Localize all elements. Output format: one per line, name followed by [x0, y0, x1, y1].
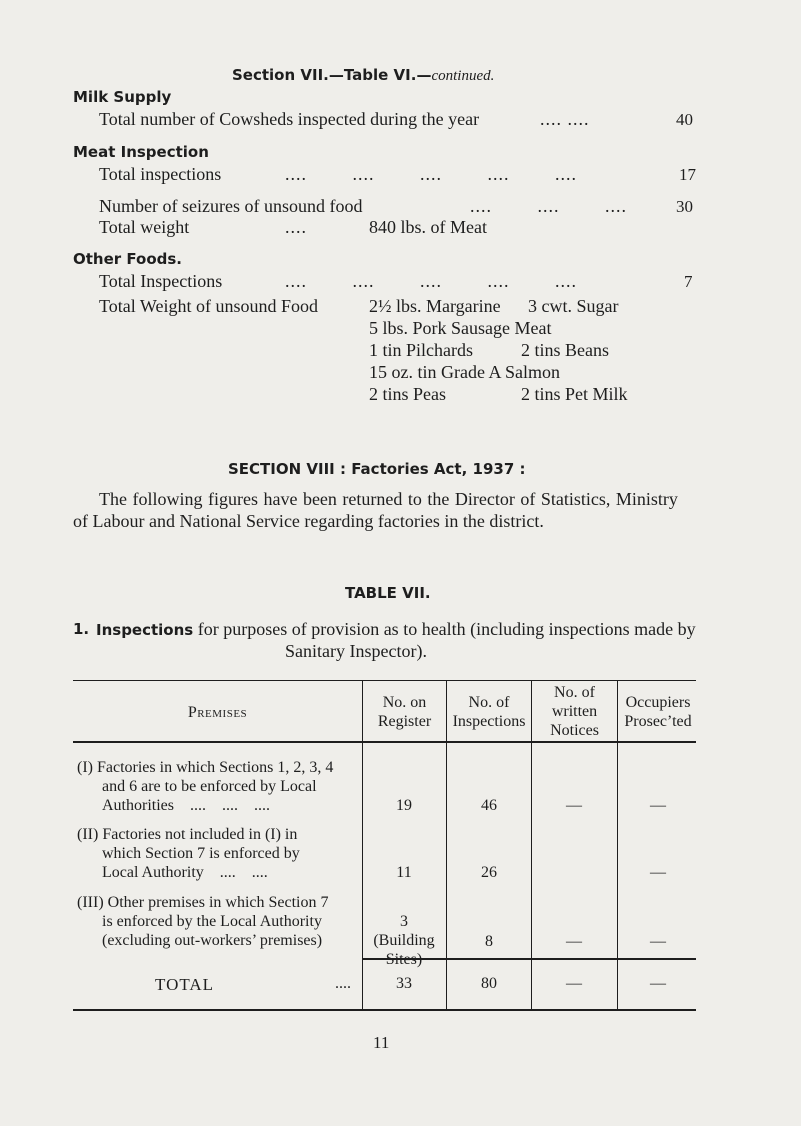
column-header-inspections — [447, 693, 531, 731]
cell-register: 11 — [396, 864, 412, 881]
header-line: Occupiers — [625, 694, 691, 711]
table-header-rule — [73, 741, 696, 743]
section-viii-heading: SECTION VIII : Factories Act, 1937 : — [228, 460, 526, 478]
cell-notices: — — [566, 933, 582, 950]
section-title — [232, 66, 494, 85]
cell-line: (Building — [373, 932, 435, 949]
cell-occupiers: — — [650, 797, 666, 814]
milk-supply-heading: Milk Supply — [73, 88, 172, 106]
item-text-line1: for purposes of provision as to health (including inspections made by — [197, 619, 696, 639]
header-line: Register — [377, 713, 432, 730]
other-total-inspections-dots: .... .... .... .... .... — [285, 271, 577, 291]
row-line: (excluding out-workers’ premises) — [102, 932, 323, 949]
food-item-right: 2 tins Pet Milk — [521, 384, 628, 404]
other-unsound-label: Total Weight of unsound Food — [99, 296, 318, 316]
column-header-premises: Premises — [187, 704, 248, 721]
column-header-notices — [532, 683, 617, 740]
table-row-label — [77, 758, 333, 815]
section-title-main: Section VII.—Table VI.— — [232, 66, 432, 84]
row-line: Local Authority .... .... — [102, 864, 268, 881]
total-notices: — — [566, 975, 582, 992]
row-line: (I) Factories in which Sections 1, 2, 3, 4 — [77, 759, 334, 776]
section-viii-paragraph-line1: The following figures have been returned to the Director of Statistics, Ministry — [99, 489, 678, 509]
column-header-occupiers — [618, 693, 698, 731]
milk-supply-dots: .... .... — [540, 109, 590, 129]
table-top-rule — [73, 680, 696, 681]
cell-inspections: 8 — [485, 933, 493, 950]
meat-seizures-label: Number of seizures of unsound food — [99, 196, 363, 216]
cell-notices: — — [566, 797, 582, 814]
row-line: which Section 7 is enforced by — [102, 845, 300, 862]
table-bottom-rule — [73, 1009, 696, 1011]
table-row-label — [77, 893, 328, 950]
food-item-right: 3 cwt. Sugar — [528, 296, 619, 316]
food-item-left: 2 tins Peas — [369, 384, 447, 404]
total-dots: .... — [335, 975, 351, 992]
cell-inspections: 26 — [481, 864, 497, 881]
row-line: (III) Other premises in which Section 7 — [77, 894, 329, 911]
item-text-line2: Sanitary Inspector). — [285, 641, 427, 661]
meat-total-inspections-label: Total inspections — [99, 164, 222, 184]
meat-total-weight-label: Total weight — [99, 217, 190, 237]
meat-total-weight-dots: .... — [285, 217, 307, 237]
food-item-right: 2 tins Beans — [521, 340, 609, 360]
total-inspections: 80 — [481, 975, 497, 992]
milk-supply-label: Total number of Cowsheds inspected during the year — [99, 109, 480, 129]
header-line: Inspections — [452, 713, 526, 730]
other-foods-heading: Other Foods. — [73, 250, 183, 268]
cell-register: 19 — [396, 797, 412, 814]
cell-occupiers: — — [650, 864, 666, 881]
item-line1 — [96, 619, 696, 640]
meat-total-inspections-dots: .... .... .... .... .... — [285, 164, 577, 184]
food-item-left: 15 oz. tin Grade A Salmon — [369, 362, 560, 382]
item-bold: Inspections — [96, 621, 194, 639]
header-line: No. of — [554, 684, 595, 701]
section-title-suffix: continued. — [431, 68, 495, 84]
column-header-register — [363, 693, 446, 731]
cell-line: Sites) — [385, 951, 423, 968]
food-item-left: 1 tin Pilchards — [369, 340, 473, 360]
meat-inspection-heading: Meat Inspection — [73, 143, 209, 161]
page-number: 11 — [373, 1033, 390, 1052]
meat-total-weight-value: 840 lbs. of Meat — [369, 217, 487, 237]
header-line: Prosec’ted — [624, 713, 692, 730]
header-line: Notices — [550, 722, 599, 739]
meat-seizures-value: 30 — [676, 197, 693, 216]
header-line: written — [551, 703, 598, 720]
cell-line: 3 — [400, 913, 408, 930]
total-register: 33 — [396, 975, 412, 992]
header-line: No. of — [468, 694, 510, 711]
milk-supply-value: 40 — [676, 110, 693, 129]
other-total-inspections-label: Total Inspections — [99, 271, 223, 291]
row-line: and 6 are to be enforced by Local — [102, 778, 317, 795]
meat-total-inspections-value: 17 — [679, 165, 696, 184]
header-line: No. on — [382, 694, 427, 711]
table-row-label — [77, 825, 300, 882]
other-total-inspections-value: 7 — [684, 272, 693, 291]
cell-occupiers: — — [650, 933, 666, 950]
item-number: 1. — [73, 620, 90, 638]
row-line: is enforced by the Local Authority — [102, 913, 322, 930]
row-line: (II) Factories not included in (I) in — [77, 826, 298, 843]
total-occupiers: — — [650, 975, 666, 992]
table-vii-title: TABLE VII. — [345, 584, 431, 602]
meat-seizures-dots: .... .... .... — [470, 196, 627, 216]
food-item-left: 5 lbs. Pork Sausage Meat — [369, 318, 552, 338]
cell-register — [364, 912, 444, 969]
total-label: TOTAL — [155, 975, 215, 994]
food-item-left: 2½ lbs. Margarine — [369, 296, 501, 316]
section-viii-paragraph-line2: of Labour and National Service regarding factories in the district. — [73, 511, 544, 531]
cell-inspections: 46 — [481, 797, 497, 814]
row-line: Authorities .... .... .... — [102, 797, 270, 814]
